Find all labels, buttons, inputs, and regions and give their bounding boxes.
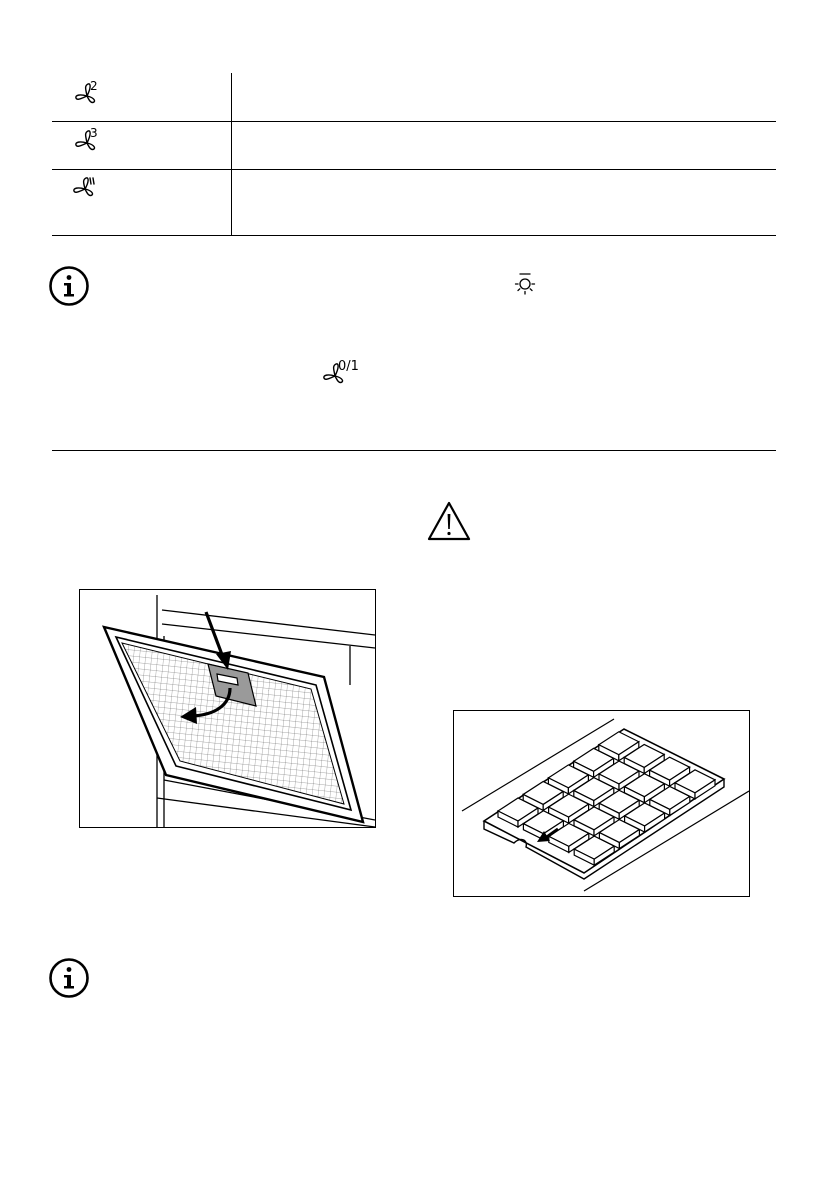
table-row-divider — [52, 121, 776, 122]
fan-speed-icon — [72, 80, 106, 110]
table-column-divider — [231, 73, 232, 235]
grease-filter-removal-figure — [79, 589, 376, 828]
info-icon — [48, 265, 90, 307]
warning-triangle-icon — [426, 500, 472, 542]
speed-superscript: 3 — [90, 126, 98, 140]
grease-filter-illustration — [80, 590, 375, 827]
table-row-boost — [72, 175, 106, 205]
speed-superscript: 0/1 — [338, 359, 359, 374]
speed-superscript: 2 — [90, 79, 98, 93]
charcoal-filter-figure — [453, 710, 750, 897]
lamp-icon — [513, 272, 537, 296]
table-row-speed-3 — [72, 127, 106, 157]
fan-boost-icon — [72, 175, 106, 205]
charcoal-filter-illustration — [454, 711, 749, 896]
table-row-speed-2 — [72, 80, 106, 110]
table-bottom-border — [52, 235, 776, 236]
fan-speed-0-1-inline — [320, 360, 380, 388]
fan-speed-icon — [72, 127, 106, 157]
table-row-divider — [52, 169, 776, 170]
info-icon — [48, 957, 90, 999]
section-divider — [52, 450, 776, 451]
